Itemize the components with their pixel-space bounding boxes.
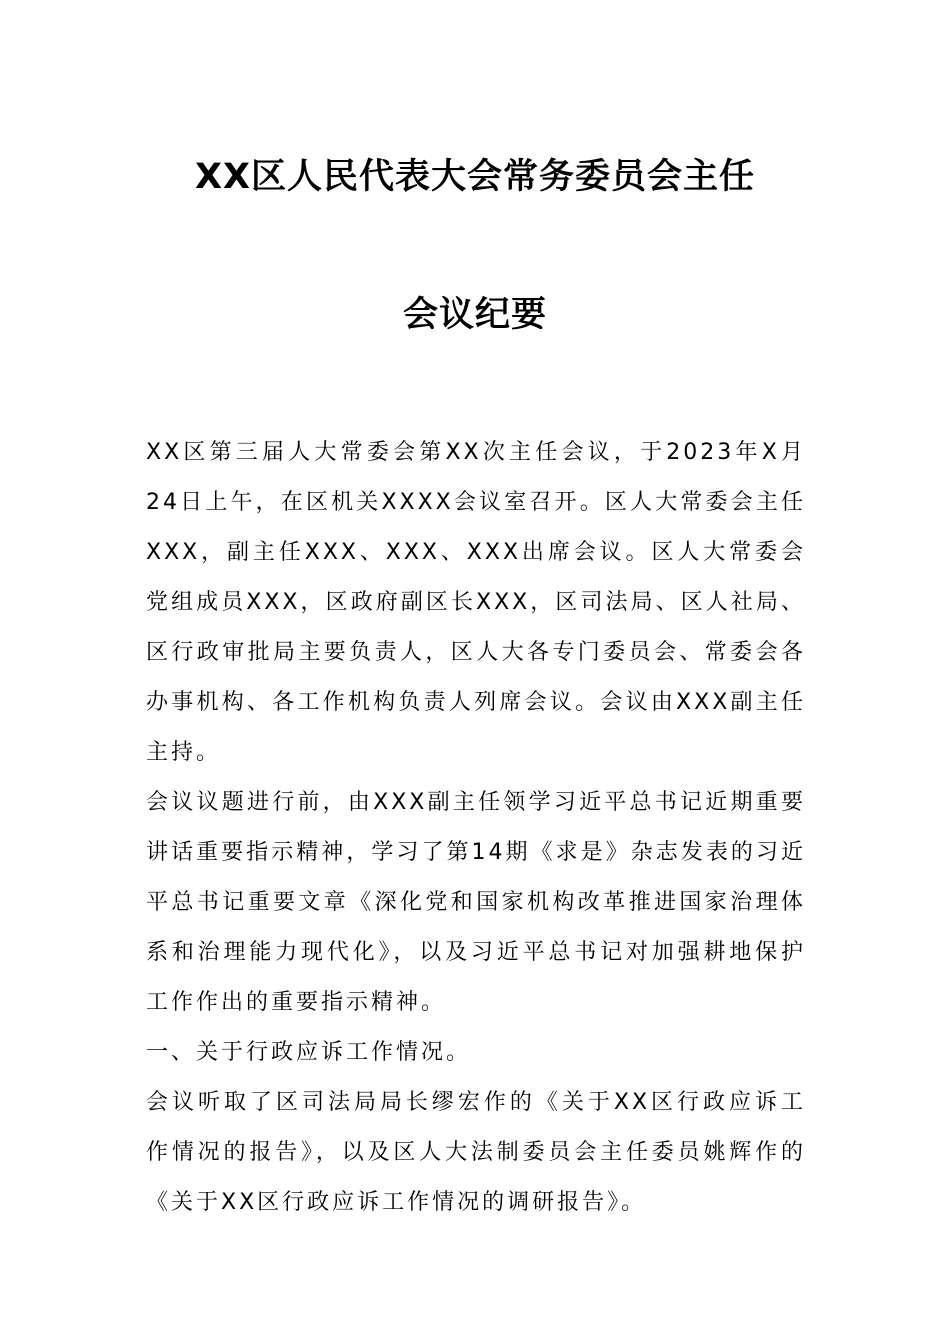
document-title: XX区人民代表大会常务委员会主任 bbox=[195, 157, 755, 197]
paragraph-meeting-info: XX区第三届人大常委会第XX次主任会议，于2023年X月24日上午，在区机关XXXX会议室召开。区人大常委会主任XXX，副主任XXX、XXX、XXX出席会议。区人大常委会党组成员XXX，区政府副区长XXX，区司法局、区人社局、区行政审批局主要负责人，区人大各专门委员会、常委会各办事机构、各工作机构负责人列席会议。会议由XXX副主任主持。 bbox=[146, 440, 806, 765]
paragraph-section-1: 会议听取了区司法局局长缪宏作的《关于XX区行政应诉工作情况的报告》，以及区人大法制委员会主任委员姚辉作的《关于XX区行政应诉工作情况的调研报告》。 bbox=[146, 1090, 806, 1215]
section-heading-1: 一、关于行政应诉工作情况。 bbox=[146, 1040, 472, 1065]
paragraph-study-session: 会议议题进行前，由XXX副主任领学习近平总书记近期重要讲话重要指示精神，学习了第14期《求是》杂志发表的习近平总书记重要文章《深化党和国家机构改革推进国家治理体系和治理能力现代化》，以及习近平总书记对加强耕地保护工作作出的重要指示精神。 bbox=[146, 790, 806, 1015]
document-body bbox=[146, 428, 806, 1228]
document-subtitle: 会议纪要 bbox=[402, 295, 547, 335]
